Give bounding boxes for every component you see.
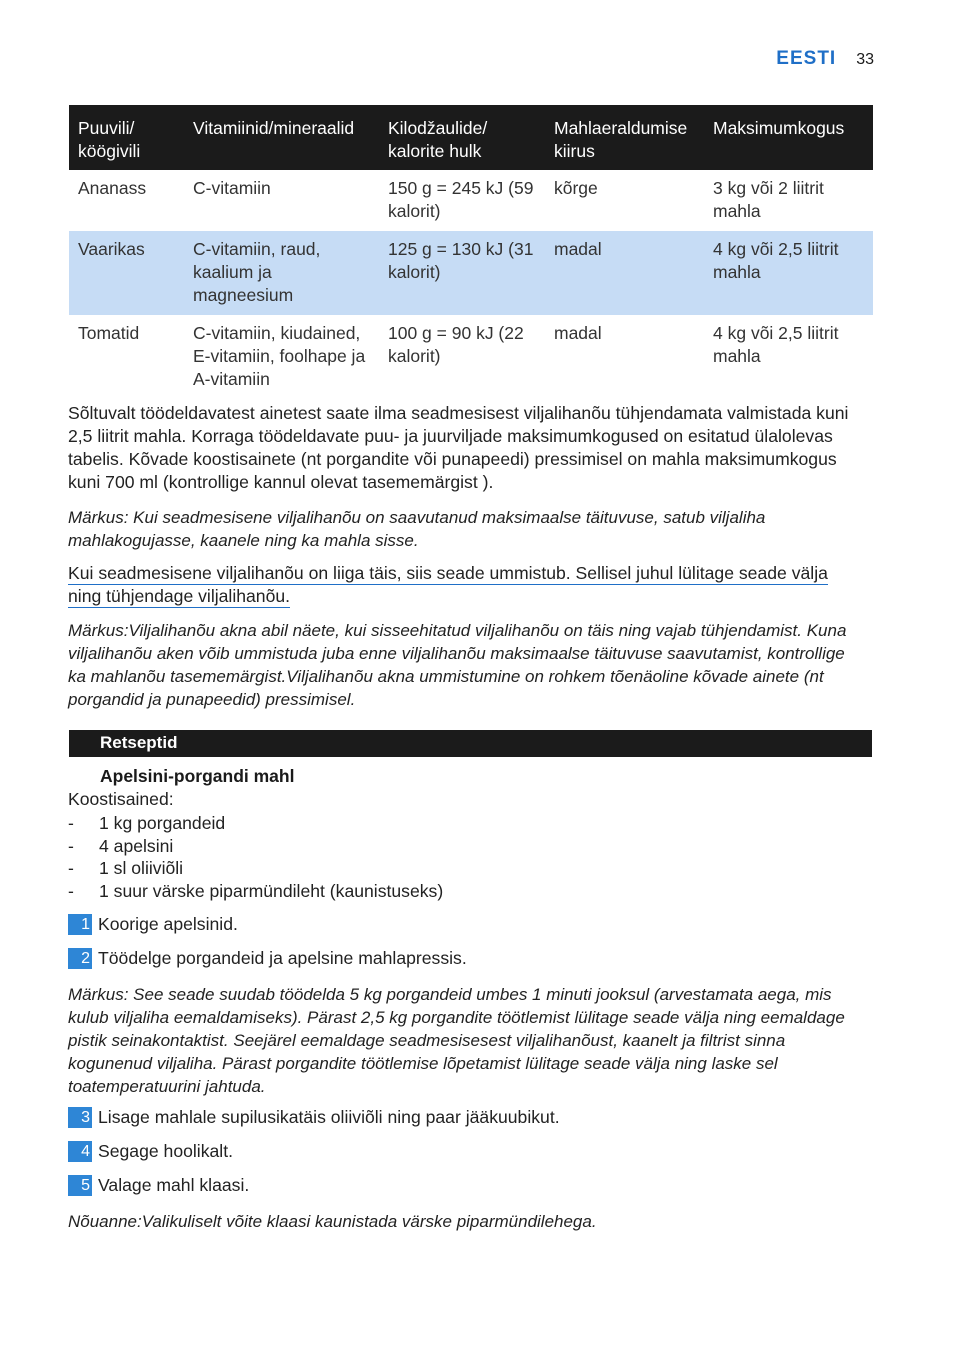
ingredient-text: 1 sl oliiviõli	[99, 858, 184, 879]
table-row	[69, 315, 873, 399]
list-item: - 1 suur värske piparmündileht (kaunistuseks)	[68, 880, 444, 901]
ingredients-list	[68, 812, 443, 902]
capacity-paragraph: Sõltuvalt töödeldavatest ainetest saate ilma seadmesisest viljalihanõu tühjendamata valmistada kuni 2,5 liitrit mahla. Korraga töödeldavate puu- ja juurviljade maksimumkogused on esitatud ülalolevas tabelis. Kõvade koostisainete (nt porgandite või punapeedi) pressimisel on mahla maksimumkogus kuni 700 ml (kontrollige kannul olevat tasememärgist ).	[68, 403, 849, 492]
list-item: - 4 apelsini	[68, 835, 174, 856]
column-header: Mahlaeraldumise kiirus	[545, 105, 704, 170]
recipe-step	[68, 948, 467, 969]
step-text: Valage mahl klaasi.	[98, 1175, 250, 1195]
column-header: Vitamiinid/mineraalid	[184, 105, 379, 170]
ingredient-text: 1 kg porgandeid	[99, 813, 226, 833]
page-number: 33	[856, 51, 874, 68]
recipe-step	[68, 914, 238, 935]
recipe-step	[68, 1141, 233, 1162]
language-label: EESTI	[776, 48, 837, 69]
table-cell: Tomatid	[78, 323, 140, 343]
step-number-badge: 1	[68, 914, 92, 935]
step-number-badge: 3	[68, 1107, 92, 1128]
note-pulp-full: Märkus: Kui seadmesisene viljalihanõu on saavutanud maksimaalse täituvuse, satub viljaliha mahlakogujasse, kaanele ning ka mahla sisse.	[68, 508, 766, 550]
note-carrot-processing: Märkus: See seade suudab töödelda 5 kg porgandeid umbes 1 minuti jooksul (arvestamata aega, mis kulub viljaliha eemaldamiseks). Pärast 2,5 kg porgandite töötlemist lülitage seade välja ning eemaldage pistik seinakontaktist. Seejärel eemaldage seadmesisesest viljalihanõust, kaanelt ja filtrist sinna kogunenud viljaliha. Pärast porgandite töötlemise lõpetamist lülitage seade välja ning laske sel toatemperatuurini jahtuda.	[68, 985, 845, 1096]
recipe-step	[68, 1107, 560, 1128]
table-cell: Ananass	[78, 178, 147, 198]
step-number-badge: 2	[68, 948, 92, 969]
table-header-row	[69, 105, 873, 170]
step-text: Töödelge porgandeid ja apelsine mahlapressis.	[98, 948, 467, 968]
step-text: Segage hoolikalt.	[98, 1141, 233, 1161]
list-item: - 1 sl oliiviõli	[68, 858, 184, 879]
column-header: Puuvili/ köögivili	[69, 105, 184, 170]
warning-underlined: Kui seadmesisene viljalihanõu on liiga täis, siis seade ummistub. Sellisel juhul lülitage seade välja ning tühjendage viljalihanõu.	[68, 563, 828, 606]
table-cell: 4 kg või 2,5 liitrit mahla	[713, 323, 839, 366]
table-cell: madal	[545, 231, 704, 315]
table-row	[69, 170, 873, 231]
section-title: Retseptid	[100, 733, 178, 752]
table-cell: C-vitamiin	[193, 178, 271, 198]
recipe-step	[68, 1175, 249, 1196]
table-cell: 100 g = 90 kJ (22 kalorit)	[388, 323, 524, 366]
column-header: Maksimumkogus	[704, 105, 873, 170]
section-heading-bar	[69, 730, 872, 757]
page-header	[776, 48, 874, 70]
step-number-badge: 5	[68, 1175, 92, 1196]
table-cell: 4 kg või 2,5 liitrit mahla	[704, 231, 873, 315]
ingredients-label: Koostisained:	[68, 789, 174, 809]
step-number-badge: 4	[68, 1141, 92, 1162]
table-cell: 3 kg või 2 liitrit mahla	[713, 178, 824, 221]
ingredient-text: 4 apelsini	[99, 835, 174, 856]
step-text: Lisage mahlale supilusikatäis oliiviõli ning paar jääkuubikut.	[98, 1107, 560, 1127]
list-item: - 1 kg porgandeid	[68, 813, 226, 833]
warning-text	[68, 562, 863, 608]
recipe-title: Apelsini-porgandi mahl	[100, 766, 295, 786]
column-header: Kilodžaulide/ kalorite hulk	[379, 105, 545, 170]
table-cell: madal	[554, 323, 602, 343]
table-cell: C-vitamiin, raud, kaalium ja magneesium	[184, 231, 379, 315]
table-cell: kõrge	[554, 178, 598, 198]
step-text: Koorige apelsinid.	[98, 914, 238, 934]
note-pulp-window: Märkus:Viljalihanõu akna abil näete, kui sisseehitatud viljalihanõu on täis ning vajab tühjendamist. Kuna viljalihanõu aken võib ummistuda juba enne viljalihanõu maksimaalse täituvuse saavutamist, kontrollige ka mahlanõu tasememärgist.Viljalihanõu akna ummistumine on rohkem tõenäoline kõvade ainete (nt porgandid ja punapeedid) pressimisel.	[68, 621, 847, 709]
nutrition-table	[69, 105, 873, 399]
table-cell: 125 g = 130 kJ (31 kalorit)	[379, 231, 545, 315]
table-cell: Vaarikas	[69, 231, 184, 315]
table-cell: C-vitamiin, kiudained, E-vitamiin, foolhape ja A-vitamiin	[193, 323, 366, 389]
table-row	[69, 231, 873, 315]
table-cell: 150 g = 245 kJ (59 kalorit)	[388, 178, 534, 221]
ingredient-text: 1 suur värske piparmündileht (kaunistuseks)	[99, 880, 444, 901]
tip-text: Nõuanne:Valikuliselt võite klaasi kaunistada värske piparmündilehega.	[68, 1212, 597, 1231]
